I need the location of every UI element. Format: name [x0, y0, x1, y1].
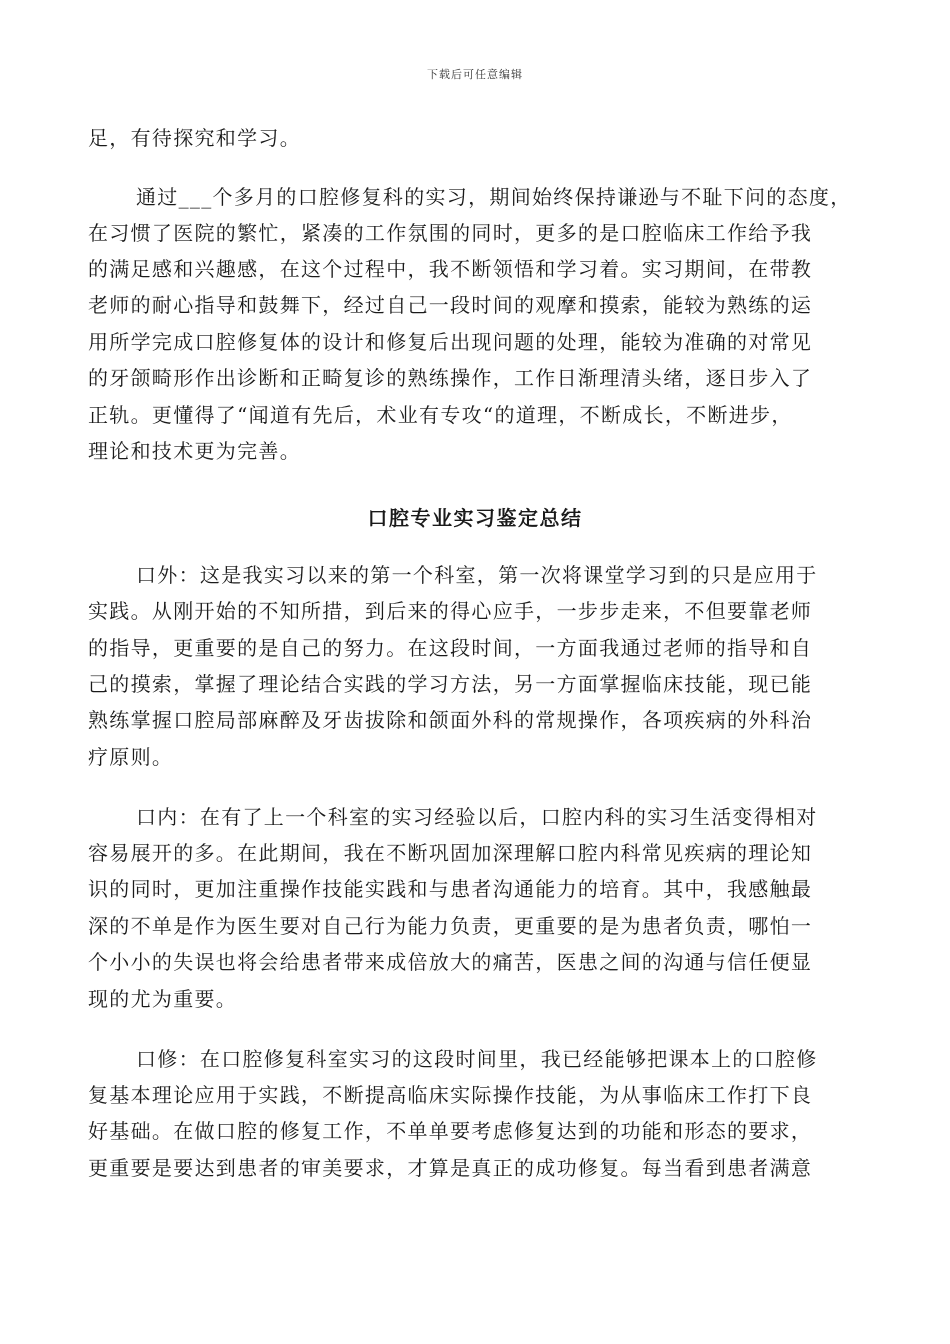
- paragraph-line: 理论和技术更为完善。: [88, 439, 301, 463]
- paragraph-line: 在习惯了医院的繁忙，紧凑的工作氛围的同时，更多的是口腔临床工作给予我: [88, 221, 813, 245]
- paragraph-line: 老师的耐心指导和鼓舞下，经过自己一段时间的观摩和摸索，能较为熟练的运: [88, 293, 813, 317]
- paragraph-line: 深的不单是作为医生要对自己行为能力负责，更重要的是为患者负责，哪怕一: [88, 914, 813, 938]
- paragraph-line: 熟练掌握口腔局部麻醉及牙齿拔除和颌面外科的常规操作，各项疾病的外科治: [88, 708, 813, 732]
- paragraph-line: 正轨。更懂得了“闻道有先后，术业有专攻“的道理，不断成长，不断进步，: [88, 403, 793, 427]
- paragraph-line: 疗原则。: [88, 745, 174, 769]
- paragraph-line: 容易展开的多。在此期间，我在不断巩固加深理解口腔内科常见疾病的理论知: [88, 841, 813, 865]
- paragraph-line: 更重要是要达到患者的审美要求，才算是真正的成功修复。每当看到患者满意: [88, 1156, 813, 1180]
- paragraph-line: 己的摸索，掌握了理论结合实践的学习方法，另一方面掌握临床技能，现已能: [88, 672, 813, 696]
- paragraph-line: 口修：在口腔修复科室实习的这段时间里，我已经能够把课本上的口腔修: [136, 1047, 818, 1071]
- paragraph-line: 的牙颌畸形作出诊断和正畸复诊的熟练操作，工作日渐理清头绪，逐日步入了: [88, 366, 813, 390]
- paragraph-line: 的满足感和兴趣感，在这个过程中，我不断领悟和学习着。实习期间，在带教: [88, 257, 813, 281]
- paragraph-line: 好基础。在做口腔的修复工作，不单单要考虑修复达到的功能和形态的要求，: [88, 1119, 813, 1143]
- paragraph-line: 足，有待探究和学习。: [88, 126, 301, 150]
- paragraph-line: 个小小的失误也将会给患者带来成倍放大的痛苦，医患之间的沟通与信任便显: [88, 950, 813, 974]
- paragraph-line: 口内：在有了上一个科室的实习经验以后，口腔内科的实习生活变得相对: [136, 805, 818, 829]
- paragraph-line: 识的同时，更加注重操作技能实践和与患者沟通能力的培育。其中，我感触最: [88, 877, 813, 901]
- paragraph-line: 实践。从刚开始的不知所措，到后来的得心应手，一步步走来，不但要靠老师: [88, 599, 813, 623]
- paragraph-line: 现的尤为重要。: [88, 987, 238, 1011]
- paragraph-line: 通过___个多月的口腔修复科的实习，期间始终保持谦逊与不耻下问的态度，: [136, 185, 852, 209]
- header-note: 下载后可任意编辑: [427, 68, 523, 81]
- paragraph-line: 复基本理论应用于实践，不断提高临床实际操作技能，为从事临床工作打下良: [88, 1083, 813, 1107]
- paragraph-line: 的指导，更重要的是自己的努力。在这段时间，一方面我通过老师的指导和自: [88, 636, 813, 660]
- section-title: 口腔专业实习鉴定总结: [367, 506, 583, 530]
- paragraph-line: 用所学完成口腔修复体的设计和修复后出现问题的处理，能较为准确的对常见: [88, 330, 813, 354]
- paragraph-line: 口外：这是我实习以来的第一个科室，第一次将课堂学习到的只是应用于: [136, 563, 818, 587]
